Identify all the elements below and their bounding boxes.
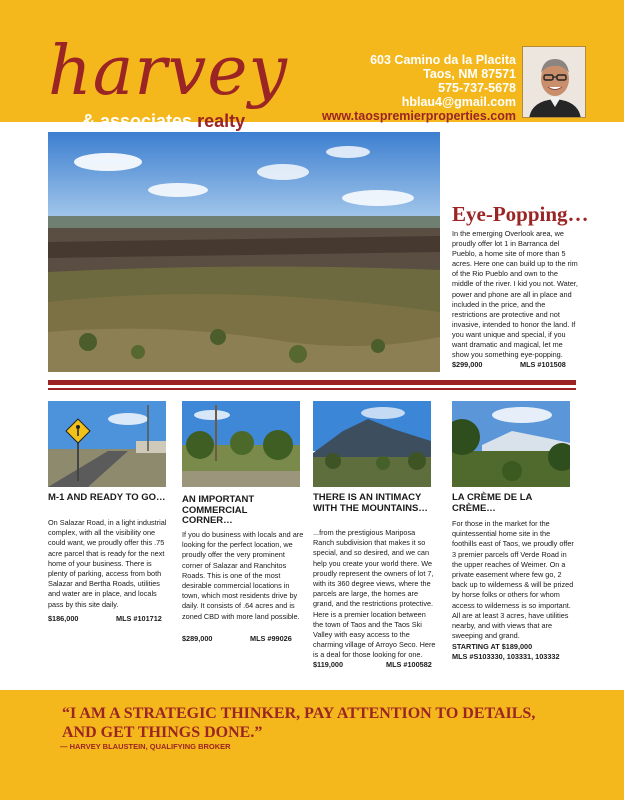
listing-1-price: $186,000 — [48, 614, 79, 623]
hero-canyon-photo — [48, 132, 440, 372]
header-banner — [0, 0, 624, 131]
feature-title: Eye-Popping… — [452, 202, 589, 226]
listing-3-price: $119,000 — [313, 660, 344, 669]
listing-2-body: If you do business with locals and are looking for the perfect location, we proudly offer the very prominent corner of Salazar and Ranchitos Roads. This is one of the most desirable commercial locations in town, which most residents drive by daily. It consists of .64 acres and is zoned CBD with more land possible. — [182, 530, 304, 621]
logo-subtitle — [82, 112, 245, 130]
listing-4-mls: MLS #S103330, 103331, 103332 — [452, 652, 560, 661]
listing-2-mls: MLS #99026 — [250, 634, 292, 643]
listing-4-body: For those in the market for the quintessential home site in the foothills east of Taos, we proudly offer 3 premier parcels off Verde Road in the upper reaches of Weimer. On a private easement where few go, 2 back up to wilderness & will be prized by horse folks or others for whom access to wilderness is so important. All are at least 3 acres, have utilities nearby, and with views that are sweeping and grand. — [452, 519, 574, 641]
listing-2-title: AN IMPORTANT COMMERCIAL CORNER… — [182, 494, 255, 526]
listing-photo-salazar-road — [48, 401, 166, 487]
listing-photo-mountains — [313, 401, 431, 487]
feature-description: In the emerging Overlook area, we proudly offer lot 1 in Barranca del Pueblo, a home site of more than 5 acres. Here one can build up to the rim of the Rio Pueblo and own to the middle of the river. I kid you not. Water, power and phone are all in place and included in the price, and the restrictions are protective and not invasive, intended to honor the land. If you want unique and special, if you want dramatic and magical, let me show you something eye-popping. — [452, 229, 578, 360]
listing-3-mls: MLS #100582 — [386, 660, 432, 669]
section-divider-thin — [48, 388, 576, 390]
listing-4-price: STARTING AT $189,000 — [452, 642, 533, 651]
listing-1-title: M-1 AND READY TO GO… — [48, 492, 166, 503]
section-divider — [48, 380, 576, 385]
listing-photo-commercial-corner — [182, 401, 300, 487]
contact-phone: 575-737-5678 — [438, 81, 516, 95]
footer-quote-attribution: — HARVEY BLAUSTEIN, QUALIFYING BROKER — [60, 742, 231, 751]
listing-1-body: On Salazar Road, in a light industrial complex, with all the visibility one could want, we proudly offer this .75 acre parcel that is ready for the next home of your business. There is plenty of parking, access from both Salazar and Bertha Roads, utilities and water are in place, and locals pass by this site daily. — [48, 518, 167, 609]
contact-block — [322, 53, 516, 123]
listing-2-price: $289,000 — [182, 634, 213, 643]
footer-banner — [0, 690, 624, 800]
listing-1-mls: MLS #101712 — [116, 614, 162, 623]
agent-photo — [522, 46, 586, 118]
logo-sub-realty: realty — [197, 111, 246, 131]
contact-email[interactable]: hblau4@gmail.com — [401, 95, 516, 109]
contact-street: 603 Camino da la Placita — [370, 53, 516, 67]
logo-sub-associates: & associates — [82, 111, 193, 131]
contact-city: Taos, NM 87571 — [423, 67, 516, 81]
contact-website[interactable]: www.taospremierproperties.com — [321, 109, 516, 123]
listing-3-title: THERE IS AN INTIMACY WITH THE MOUNTAINS… — [313, 492, 428, 514]
footer-quote: “I AM A STRATEGIC THINKER, PAY ATTENTION TO DETAILS, AND GET THINGS DONE.” — [62, 705, 536, 741]
feature-mls: MLS #101508 — [520, 360, 566, 369]
listing-3-body: ...from the prestigious Mariposa Ranch subdivision that makes it so special, and so desired, and we can help you create your world there. We proudly represent the owners of lot 7, with its 360 degree views, where the parcels are large, the homes are grand, and the restrictions protective. Here is a premier location between the town of Taos and the Taos Ski Valley with easy access to the charming village of Arroyo Seco. Here is a deal for those looking for one. — [313, 528, 436, 660]
logo-script-name: harvey — [48, 32, 288, 111]
feature-price: $299,000 — [452, 360, 483, 369]
listing-photo-foothills — [452, 401, 570, 487]
listing-4-title: LA CRÈME DE LA CRÈME… — [452, 492, 533, 514]
